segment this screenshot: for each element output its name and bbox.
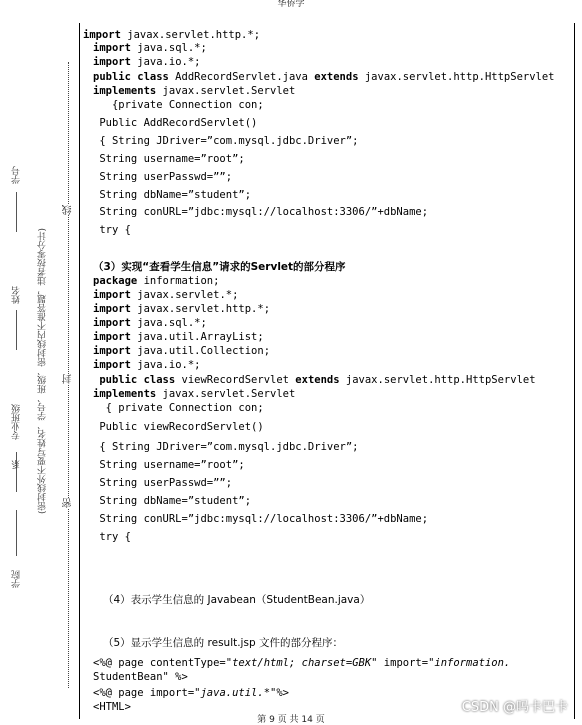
code-line: StudentBean" %> (93, 671, 188, 683)
seal-char-feng: 封 (63, 374, 74, 384)
code-line: public class AddRecordServlet.java extends javax.servlet.http.HttpServlet (93, 71, 555, 83)
code-line: String userPasswd=””; (93, 477, 233, 489)
code-line: <HTML> (93, 701, 131, 713)
name-label: 姓名 (12, 286, 22, 304)
section-5-title: （5）显示学生信息的 result.jsp 文件的部分程序： (103, 637, 343, 649)
name-blank (16, 310, 17, 350)
code-line: public class viewRecordServlet extends javax.servlet.http.HttpServlet (93, 374, 536, 386)
code-line: implements javax.servlet.Servlet (93, 85, 296, 97)
student-id-label: 学号 (12, 166, 22, 184)
section-3-title: （3）实现“查看学生信息”请求的Servlet的部分程序 (93, 261, 346, 273)
code-line: try { (93, 531, 131, 543)
code-line: String dbName=”student”; (93, 189, 252, 201)
major-class-label: 专业班级 (12, 404, 22, 440)
csdn-watermark: CSDN @吗卡巴卡 (461, 700, 568, 715)
code-line: import javax.servlet.*; (93, 289, 239, 301)
seal-char-mi: 密 (63, 498, 74, 508)
code-line: implements javax.servlet.Servlet (93, 388, 296, 400)
page-footer: 第 9 页 共 14 页 (257, 715, 325, 725)
code-line: Public viewRecordServlet() (93, 421, 264, 433)
code-line: package information; (93, 275, 220, 287)
code-line: <%@ page import="java.util.*"%> (93, 687, 289, 699)
major-class-blank (16, 452, 17, 492)
code-line: String username=”root”; (93, 459, 245, 471)
code-line: String conURL=”jdbc:mysql://localhost:3306/”+dbName; (93, 206, 429, 218)
code-line: { String JDriver=”com.mysql.jdbc.Driver”; (93, 135, 359, 147)
code-line: import javax.servlet.http.*; (93, 303, 271, 315)
college-blank (16, 510, 17, 556)
code-line: {private Connection con; (93, 99, 264, 111)
code-line: { private Connection con; (93, 402, 264, 414)
code-line: String conURL=”jdbc:mysql://localhost:3306/”+dbName; (93, 513, 429, 525)
seal-char-line: 线 (63, 205, 74, 215)
code-line: <%@ page contentType="text/html; charset=GBK" import="information. (93, 657, 511, 669)
student-id-blank (16, 192, 17, 232)
page-header: 华侨学 (277, 0, 305, 9)
code-line: import java.io.*; (93, 56, 201, 68)
code-line: try { (93, 224, 131, 236)
section-4-title: （4）表示学生信息的 Javabean（StudentBean.java） (103, 594, 371, 606)
code-line: import java.util.ArrayList; (93, 331, 264, 343)
code-line: import javax.servlet.http.*; (83, 29, 261, 41)
code-line: import java.util.Collection; (93, 345, 271, 357)
code-line: Public AddRecordServlet() (93, 117, 258, 129)
code-line: String username=”root”; (93, 153, 245, 165)
code-line: import java.sql.*; (93, 42, 207, 54)
code-line: import java.sql.*; (93, 317, 207, 329)
code-line: import java.io.*; (93, 359, 201, 371)
code-line: { String JDriver=”com.mysql.jdbc.Driver”; (93, 441, 359, 453)
code-line: String userPasswd=””; (93, 171, 233, 183)
dept-label: 系 (12, 460, 22, 469)
seal-notice: (密封线外不要写姓名、学号、班级、密封线内不准答题，违者按零分计) (38, 228, 48, 515)
code-line: String dbName=”student”; (93, 495, 252, 507)
college-label: 学院 (12, 570, 22, 588)
